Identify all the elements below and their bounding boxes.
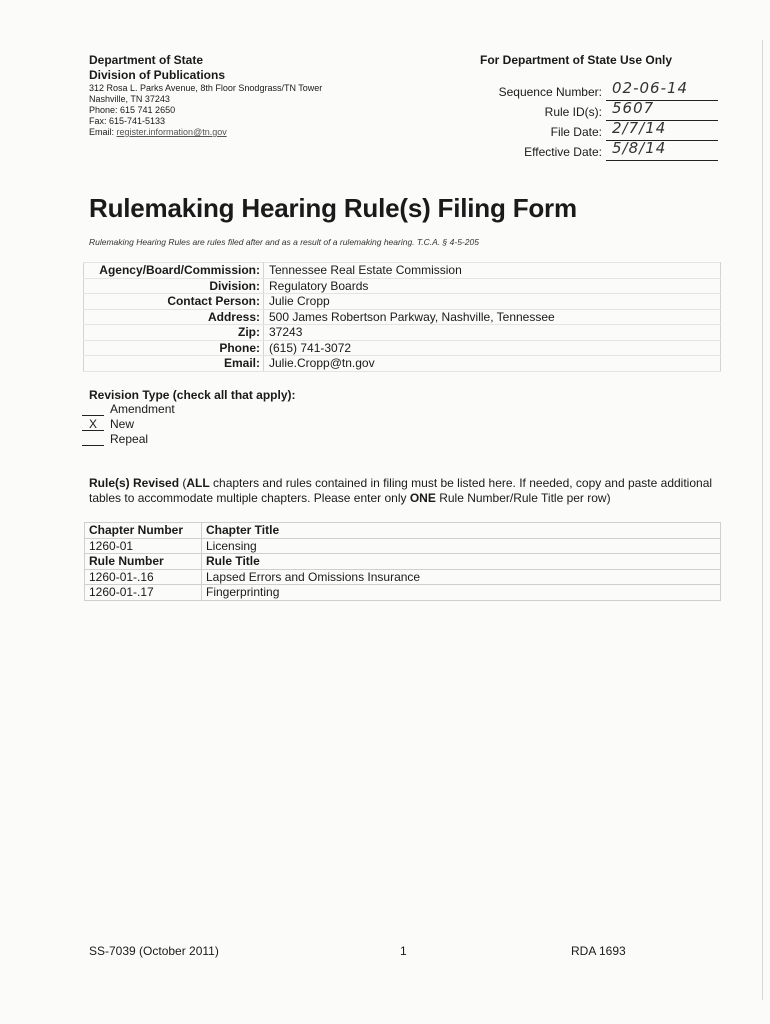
- repeal-label: Repeal: [110, 432, 149, 446]
- effective-date-field[interactable]: 5/8/14: [606, 139, 718, 161]
- zip-label: Zip:: [84, 325, 264, 341]
- file-date-label: File Date:: [550, 125, 602, 139]
- agency-label: Agency/Board/Commission:: [84, 263, 264, 279]
- table-row: [84, 278, 721, 294]
- new-checkbox[interactable]: X: [82, 418, 104, 431]
- division-label: Division:: [84, 278, 264, 294]
- repeal-checkbox[interactable]: [82, 433, 104, 446]
- instruction-emphasis-all: ALL: [186, 476, 210, 490]
- chapter-number-header: Chapter Number: [85, 523, 202, 539]
- department-email-line: [89, 127, 419, 138]
- table-row: [84, 340, 721, 356]
- chapter-title-cell[interactable]: Licensing: [202, 538, 721, 554]
- form-subtitle: Rulemaking Hearing Rules are rules filed after and as a result of a rulemaking hearing. T.C.A. § 4-5-205: [89, 237, 479, 247]
- instruction-emphasis-one: ONE: [409, 491, 436, 505]
- zip-field[interactable]: 37243: [264, 325, 721, 341]
- agency-value-field[interactable]: Tennessee Real Estate Commission: [264, 263, 721, 279]
- department-address: 312 Rosa L. Parks Avenue, 8th Floor Snodgrass/TN Tower: [89, 83, 323, 93]
- contact-person-field[interactable]: Julie Cropp: [264, 294, 721, 310]
- table-row: [85, 585, 721, 601]
- table-row: [85, 554, 721, 570]
- agency-info-table: [83, 262, 721, 372]
- address-label: Address:: [84, 309, 264, 325]
- department-name: Department of State: [89, 53, 204, 67]
- footer-form-number: SS-7039 (October 2011): [89, 944, 219, 958]
- email-field[interactable]: Julie.Cropp@tn.gov: [264, 356, 721, 372]
- revision-type-header: Revision Type (check all that apply):: [89, 388, 296, 402]
- division-name: Division of Publications: [89, 68, 226, 82]
- footer-rda: RDA 1693: [571, 944, 626, 958]
- chapter-title-header: Chapter Title: [202, 523, 721, 539]
- rules-revised-heading: Rule(s) Revised: [89, 476, 180, 490]
- instruction-text: chapters and rules contained in filing must be listed here. If needed, copy and paste additional tables to accommodate multiple chapters. Please enter only: [89, 476, 713, 505]
- rule-ids-label: Rule ID(s):: [544, 105, 602, 119]
- rule-number-cell[interactable]: 1260-01-.17: [85, 585, 202, 601]
- instruction-text: (: [179, 476, 187, 490]
- rule-number-cell[interactable]: 1260-01-.16: [85, 569, 202, 585]
- department-city: Nashville, TN 37243: [89, 94, 170, 104]
- department-email-label: Email:: [89, 127, 115, 137]
- footer-page-number: 1: [400, 944, 407, 958]
- page-edge-line: [762, 40, 763, 1000]
- instruction-text: Rule Number/Rule Title per row): [435, 491, 611, 505]
- rule-title-cell[interactable]: Lapsed Errors and Omissions Insurance: [202, 569, 721, 585]
- revision-amendment-option[interactable]: [82, 402, 175, 417]
- table-row: [84, 356, 721, 372]
- effective-date-label: Effective Date:: [524, 145, 602, 159]
- phone-field[interactable]: (615) 741-3072: [264, 340, 721, 356]
- rule-number-header: Rule Number: [85, 554, 202, 570]
- table-row: [85, 538, 721, 554]
- chapter-rules-table: [84, 522, 721, 601]
- table-row: [85, 523, 721, 539]
- table-row: [84, 325, 721, 341]
- amendment-label: Amendment: [110, 402, 175, 416]
- department-phone: Phone: 615 741 2650: [89, 105, 176, 115]
- effective-date-row: [470, 139, 720, 163]
- phone-label: Phone:: [84, 340, 264, 356]
- department-fax: Fax: 615-741-5133: [89, 116, 166, 126]
- rules-revised-instructions: [89, 476, 719, 506]
- email-label: Email:: [84, 356, 264, 372]
- table-row: [84, 309, 721, 325]
- address-field[interactable]: 500 James Robertson Parkway, Nashville, Tennessee: [264, 309, 721, 325]
- rule-ids-field[interactable]: 5607: [606, 99, 718, 121]
- department-block: [89, 53, 419, 138]
- table-row: [85, 569, 721, 585]
- sequence-number-label: Sequence Number:: [498, 85, 602, 99]
- revision-repeal-option[interactable]: [82, 432, 148, 447]
- new-label: New: [110, 417, 135, 431]
- amendment-checkbox[interactable]: [82, 403, 104, 416]
- rule-title-header: Rule Title: [202, 554, 721, 570]
- revision-new-option[interactable]: [82, 417, 134, 432]
- table-row: [84, 294, 721, 310]
- table-row: [84, 263, 721, 279]
- form-title: Rulemaking Hearing Rule(s) Filing Form: [89, 193, 577, 223]
- sequence-number-field[interactable]: 02-06-14: [606, 79, 718, 101]
- contact-person-label: Contact Person:: [84, 294, 264, 310]
- chapter-number-cell[interactable]: 1260-01: [85, 538, 202, 554]
- use-only-header: For Department of State Use Only: [480, 53, 673, 67]
- file-date-field[interactable]: 2/7/14: [606, 119, 718, 141]
- state-use-only-block: [470, 53, 720, 159]
- rule-title-cell[interactable]: Fingerprinting: [202, 585, 721, 601]
- division-value-field[interactable]: Regulatory Boards: [264, 278, 721, 294]
- department-email-link[interactable]: register.information@tn.gov: [116, 127, 227, 137]
